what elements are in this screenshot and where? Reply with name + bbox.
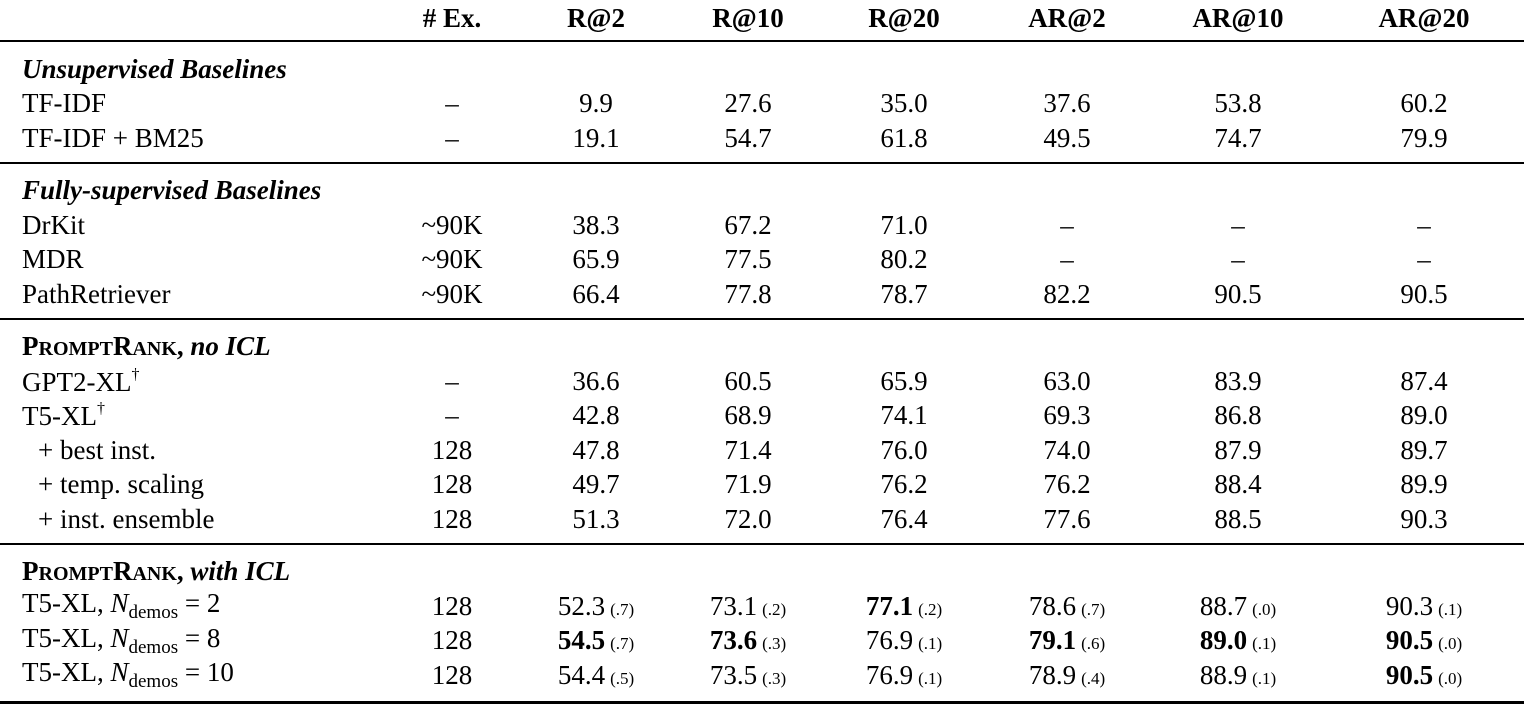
cell-ar2: 76.2: [1043, 469, 1091, 500]
dagger-mark: †: [131, 365, 140, 383]
cell-ex: –: [445, 400, 459, 431]
cell-r20: 61.8: [826, 121, 982, 163]
row-label: T5-XL, $N_{demos} = 8$: [22, 622, 221, 658]
row-label: GPT2-XL†: [22, 365, 140, 397]
cell-ex: –: [382, 121, 522, 163]
cell-ar10: [1152, 624, 1324, 659]
row-label: DrKit: [22, 209, 85, 240]
cell-ar10: 88.7 (.0): [1199, 590, 1277, 621]
std-value: (.7): [1081, 599, 1106, 619]
std-value: (.3): [762, 668, 787, 688]
cell-r2: 49.7: [572, 469, 620, 500]
std-value: (.0): [1438, 668, 1463, 688]
std-value: (.0): [1252, 599, 1277, 619]
table-row: [0, 624, 1524, 659]
cell-ar10: 86.8: [1214, 400, 1262, 431]
cell-r2: 52.3 (.7): [557, 590, 635, 621]
cell-r2: 47.8: [572, 434, 620, 465]
std-value: (.4): [1081, 668, 1106, 688]
cell-ex: 128: [431, 434, 473, 465]
cell-r2: 19.1: [522, 121, 670, 163]
cell-ar20: –: [1417, 209, 1431, 240]
cell-r10: 77.8: [670, 277, 826, 319]
section-suffix: no ICL: [190, 331, 271, 362]
cell-r10: 73.1 (.2): [709, 590, 787, 621]
header-ar20: AR@20: [1324, 0, 1524, 41]
std-value: (.1): [918, 668, 943, 688]
cell-ex: ~90K: [421, 209, 483, 240]
header-method: [0, 0, 382, 41]
cell-ar10: 88.4: [1214, 469, 1262, 500]
table-row: [0, 121, 1524, 163]
cell-ex: 128: [382, 502, 522, 544]
best-value: 73.6: [709, 625, 758, 656]
header-ar2: AR@2: [982, 0, 1152, 41]
std-value: (.7): [610, 634, 635, 654]
cell-r10: 71.4: [724, 434, 772, 465]
best-value: 90.5: [1385, 625, 1434, 656]
cell-r20: 78.7: [826, 277, 982, 319]
std-value: (.1): [1252, 668, 1277, 688]
cell-r10: 27.6: [724, 88, 772, 119]
header-num-examples: # Ex.: [382, 0, 522, 41]
cell-r10: 71.9: [724, 469, 772, 500]
cell-ar20: 90.3 (.1): [1385, 590, 1463, 621]
cell-r20: 76.9 (.1): [865, 625, 943, 656]
table-row: [0, 364, 1524, 399]
cell-ar10: 83.9: [1214, 365, 1262, 396]
cell-ar10: 88.5: [1152, 502, 1324, 544]
std-value: (.0): [1438, 634, 1463, 654]
cell-ex: 128: [431, 625, 473, 656]
row-label: PathRetriever: [0, 277, 382, 319]
cell-ar20: 90.3: [1324, 502, 1524, 544]
std-value: (.2): [762, 599, 787, 619]
cell-ex: 128: [431, 590, 473, 621]
section-title: Fully-supervised Baselines: [22, 175, 322, 206]
table-row: [0, 589, 1524, 624]
cell-r10: 72.0: [670, 502, 826, 544]
header-r2: R@2: [522, 0, 670, 41]
section-title: PROMPTRANK, with ICL: [22, 556, 291, 587]
cell-ar20: 60.2: [1400, 88, 1448, 119]
cell-ar2: 82.2: [982, 277, 1152, 319]
section-header-unsupervised: [0, 41, 1524, 87]
cell-r10: 60.5: [724, 365, 772, 396]
std-value: (.1): [1438, 599, 1463, 619]
cell-r20: 65.9: [880, 365, 928, 396]
row-label: T5-XL†: [22, 400, 105, 432]
cell-r2: 54.4 (.5): [522, 658, 670, 702]
cell-ar20: 90.5: [1324, 277, 1524, 319]
cell-r10: 77.5: [724, 244, 772, 275]
cell-ex: –: [445, 365, 459, 396]
cell-ar2: 63.0: [1043, 365, 1091, 396]
row-label: + temp. scaling: [38, 469, 204, 500]
cell-r10: [670, 624, 826, 659]
table-row: [0, 243, 1524, 278]
cell-ex: 128: [431, 469, 473, 500]
cell-r10: 54.7: [670, 121, 826, 163]
cell-r20: 80.2: [880, 244, 928, 275]
cell-r20: 71.0: [880, 209, 928, 240]
section-title: Unsupervised Baselines: [22, 53, 287, 84]
cell-r2: 36.6: [572, 365, 620, 396]
cell-ar10: –: [1231, 244, 1245, 275]
table-row: [0, 208, 1524, 243]
table-row: [0, 433, 1524, 468]
cell-ar20: 89.7: [1400, 434, 1448, 465]
row-label: T5-XL, $N_{demos} = 2$: [22, 588, 221, 624]
cell-ar10: –: [1231, 209, 1245, 240]
std-value: (.7): [610, 599, 635, 619]
cell-r2: 51.3: [522, 502, 670, 544]
table-row: [0, 468, 1524, 503]
best-value: 89.0: [1199, 625, 1248, 656]
header-row: [0, 0, 1524, 41]
std-value: (.1): [1252, 634, 1277, 654]
cell-ar2: 69.3: [1043, 400, 1091, 431]
std-value: (.3): [762, 634, 787, 654]
cell-r2: 42.8: [572, 400, 620, 431]
cell-r20: 74.1: [880, 400, 928, 431]
cell-ar2: 78.9 (.4): [982, 658, 1152, 702]
row-label: TF-IDF + BM25: [0, 121, 382, 163]
row-label: MDR: [22, 244, 84, 275]
cell-r20: 76.9 (.1): [826, 658, 982, 702]
cell-ar20: 89.9: [1400, 469, 1448, 500]
std-value: (.2): [918, 599, 943, 619]
header-r20: R@20: [826, 0, 982, 41]
best-value: 54.5: [557, 625, 606, 656]
cell-r10: 68.9: [724, 400, 772, 431]
cell-r20: 76.4: [826, 502, 982, 544]
row-label: TF-IDF: [22, 88, 107, 119]
dagger-mark: †: [96, 400, 105, 418]
method-name: PROMPTRANK: [22, 556, 177, 587]
cell-ar2: 77.6: [982, 502, 1152, 544]
section-header-fully-supervised: [0, 163, 1524, 209]
cell-r10: 73.5 (.3): [670, 658, 826, 702]
table-row: [0, 87, 1524, 122]
cell-ar2: 37.6: [1043, 88, 1091, 119]
section-title: PROMPTRANK, no ICL: [22, 331, 271, 362]
cell-r2: 65.9: [572, 244, 620, 275]
cell-ar10: 53.8: [1214, 88, 1262, 119]
table-row: [0, 658, 1524, 702]
cell-ar20: [1324, 658, 1524, 702]
cell-ex: –: [445, 88, 459, 119]
row-label: + best inst.: [38, 434, 156, 465]
cell-ar20: [1324, 624, 1524, 659]
cell-r20: 76.2: [880, 469, 928, 500]
cell-r2: 38.3: [572, 209, 620, 240]
cell-ar20: 89.0: [1400, 400, 1448, 431]
cell-ar2: [982, 624, 1152, 659]
table-row: [0, 399, 1524, 434]
cell-r20: [826, 589, 982, 624]
cell-r2: [522, 624, 670, 659]
cell-ar2: 49.5: [982, 121, 1152, 163]
row-label: T5-XL, $N_{demos} = 10$: [0, 658, 382, 702]
section-header-promptrank-no-icl: [0, 319, 1524, 365]
best-value: 79.1: [1028, 625, 1077, 656]
header-r10: R@10: [670, 0, 826, 41]
cell-ar10: 74.7: [1152, 121, 1324, 163]
section-suffix: with ICL: [190, 556, 291, 587]
best-value: 90.5: [1385, 659, 1434, 690]
std-value: (.6): [1081, 634, 1106, 654]
table-row: [0, 502, 1524, 544]
cell-r20: 35.0: [880, 88, 928, 119]
std-value: (.1): [918, 634, 943, 654]
cell-ar2: –: [1060, 209, 1074, 240]
cell-ex: ~90K: [421, 244, 483, 275]
cell-ar2: –: [1060, 244, 1074, 275]
cell-ar10: 88.9 (.1): [1152, 658, 1324, 702]
cell-r20: 76.0: [880, 434, 928, 465]
table-row: [0, 277, 1524, 319]
cell-ar20: 79.9: [1324, 121, 1524, 163]
cell-r10: 67.2: [724, 209, 772, 240]
cell-ar10: 90.5: [1152, 277, 1324, 319]
header-ar10: AR@10: [1152, 0, 1324, 41]
cell-ar20: –: [1417, 244, 1431, 275]
std-value: (.5): [610, 668, 635, 688]
method-name: PROMPTRANK: [22, 331, 177, 362]
cell-ar20: 87.4: [1400, 365, 1448, 396]
cell-r2: 9.9: [579, 88, 613, 119]
cell-r2: 66.4: [522, 277, 670, 319]
cell-ar10: 87.9: [1214, 434, 1262, 465]
best-value: 77.1: [865, 590, 914, 621]
cell-ar2: 74.0: [1043, 434, 1091, 465]
cell-ex: 128: [382, 658, 522, 702]
cell-ex: ~90K: [382, 277, 522, 319]
row-label: + inst. ensemble: [0, 502, 382, 544]
section-header-promptrank-with-icl: [0, 544, 1524, 590]
cell-ar2: 78.6 (.7): [1028, 590, 1106, 621]
